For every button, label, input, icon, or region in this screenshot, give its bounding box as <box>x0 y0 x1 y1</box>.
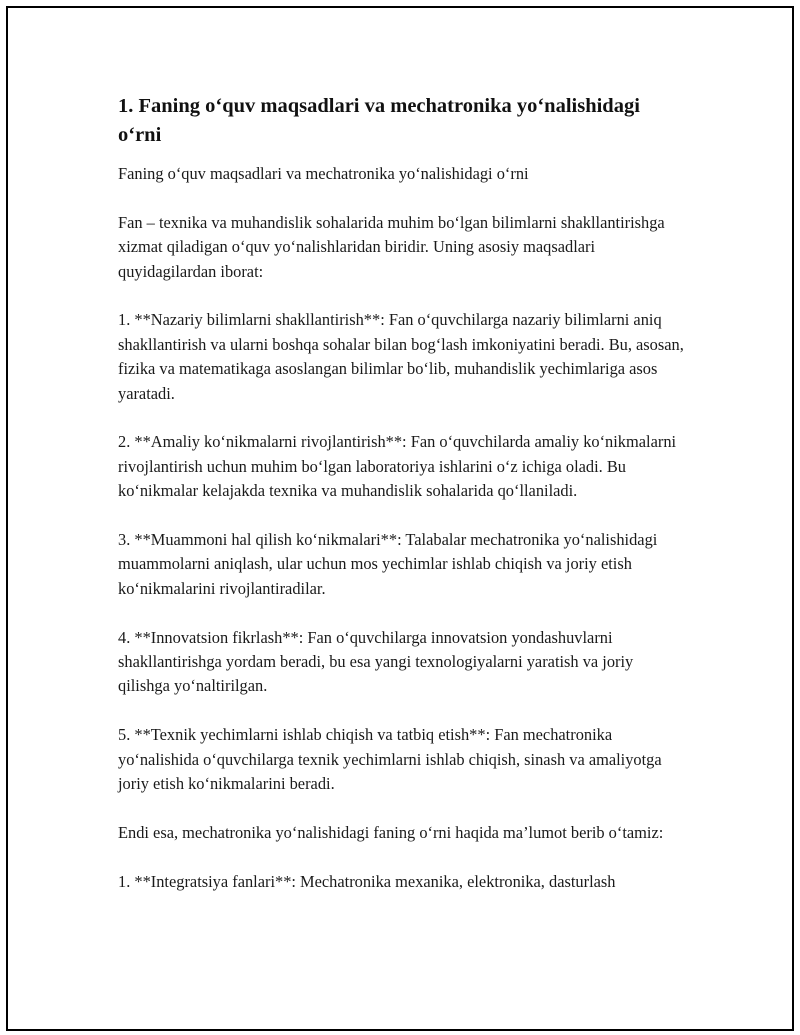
goal-item-4: 4. **Innovatsion fikrlash**: Fan o‘quvchilarga innovatsion yondashuvlarni shakllantirishga yordam beradi, bu esa yangi texnologiyalarni yaratish va joriy qilishga yo‘naltirilgan. <box>118 627 634 696</box>
goal-item-1: 1. **Nazariy bilimlarni shakllantirish**: Fan o‘quvchilarga nazariy bilimlarni aniq shakllantirish va ularni boshqa sohalar bilan bog‘lash imkoniyatini beradi. Bu, asosan, fizika va matematikaga asoslangan bilimlar bo‘lib, muhandislik yechimlariga asos yaratadi. <box>118 310 684 403</box>
subtitle-paragraph: Faning o‘quv maqsadlari va mechatronika yo‘nalishidagi o‘rni <box>118 164 529 183</box>
section-heading: 1. Faning o‘quv maqsadlari va mechatronika yo‘nalishidagi o‘rni <box>118 95 640 146</box>
intro-paragraph: Fan – texnika va muhandislik sohalarida muhim bo‘lgan bilimlarni shakllantirishga xizmat qiladigan o‘quv yo‘nalishlaridan biridir. Uning asosiy maqsadlari quyidagilardan iborat: <box>118 212 665 281</box>
goal-item-3: 3. **Muammoni hal qilish ko‘nikmalari**: Talabalar mechatronika yo‘nalishidagi muammolarni aniqlash, ular uchun mos yechimlar ishlab chiqish va joriy etish ko‘nikmalarini rivojlantiradilar. <box>118 530 658 598</box>
goal-item-5: 5. **Texnik yechimlarni ishlab chiqish va tatbiq etish**: Fan mechatronika yo‘nalishida o‘quvchilarga texnik yechimlarni ishlab chiqish, sinash va amaliyotga joriy etish ko‘nikmalarini beradi. <box>118 725 662 794</box>
transition-paragraph: Endi esa, mechatronika yo‘nalishidagi faning o‘rni haqida ma’lumot berib o‘tamiz: <box>118 822 664 842</box>
document-body <box>118 92 688 918</box>
role-item-1: 1. **Integratsiya fanlari**: Mechatronika mexanika, elektronika, dasturlash <box>118 871 616 891</box>
goal-item-2: 2. **Amaliy ko‘nikmalarni rivojlantirish**: Fan o‘quvchilarda amaliy ko‘nikmalarni rivojlantirish uchun muhim bo‘lgan laboratoriya ishlarini o‘z ichiga oladi. Bu ko‘nikmalar kelajakda texnika va muhandislik sohalarida qo‘llaniladi. <box>118 432 677 501</box>
